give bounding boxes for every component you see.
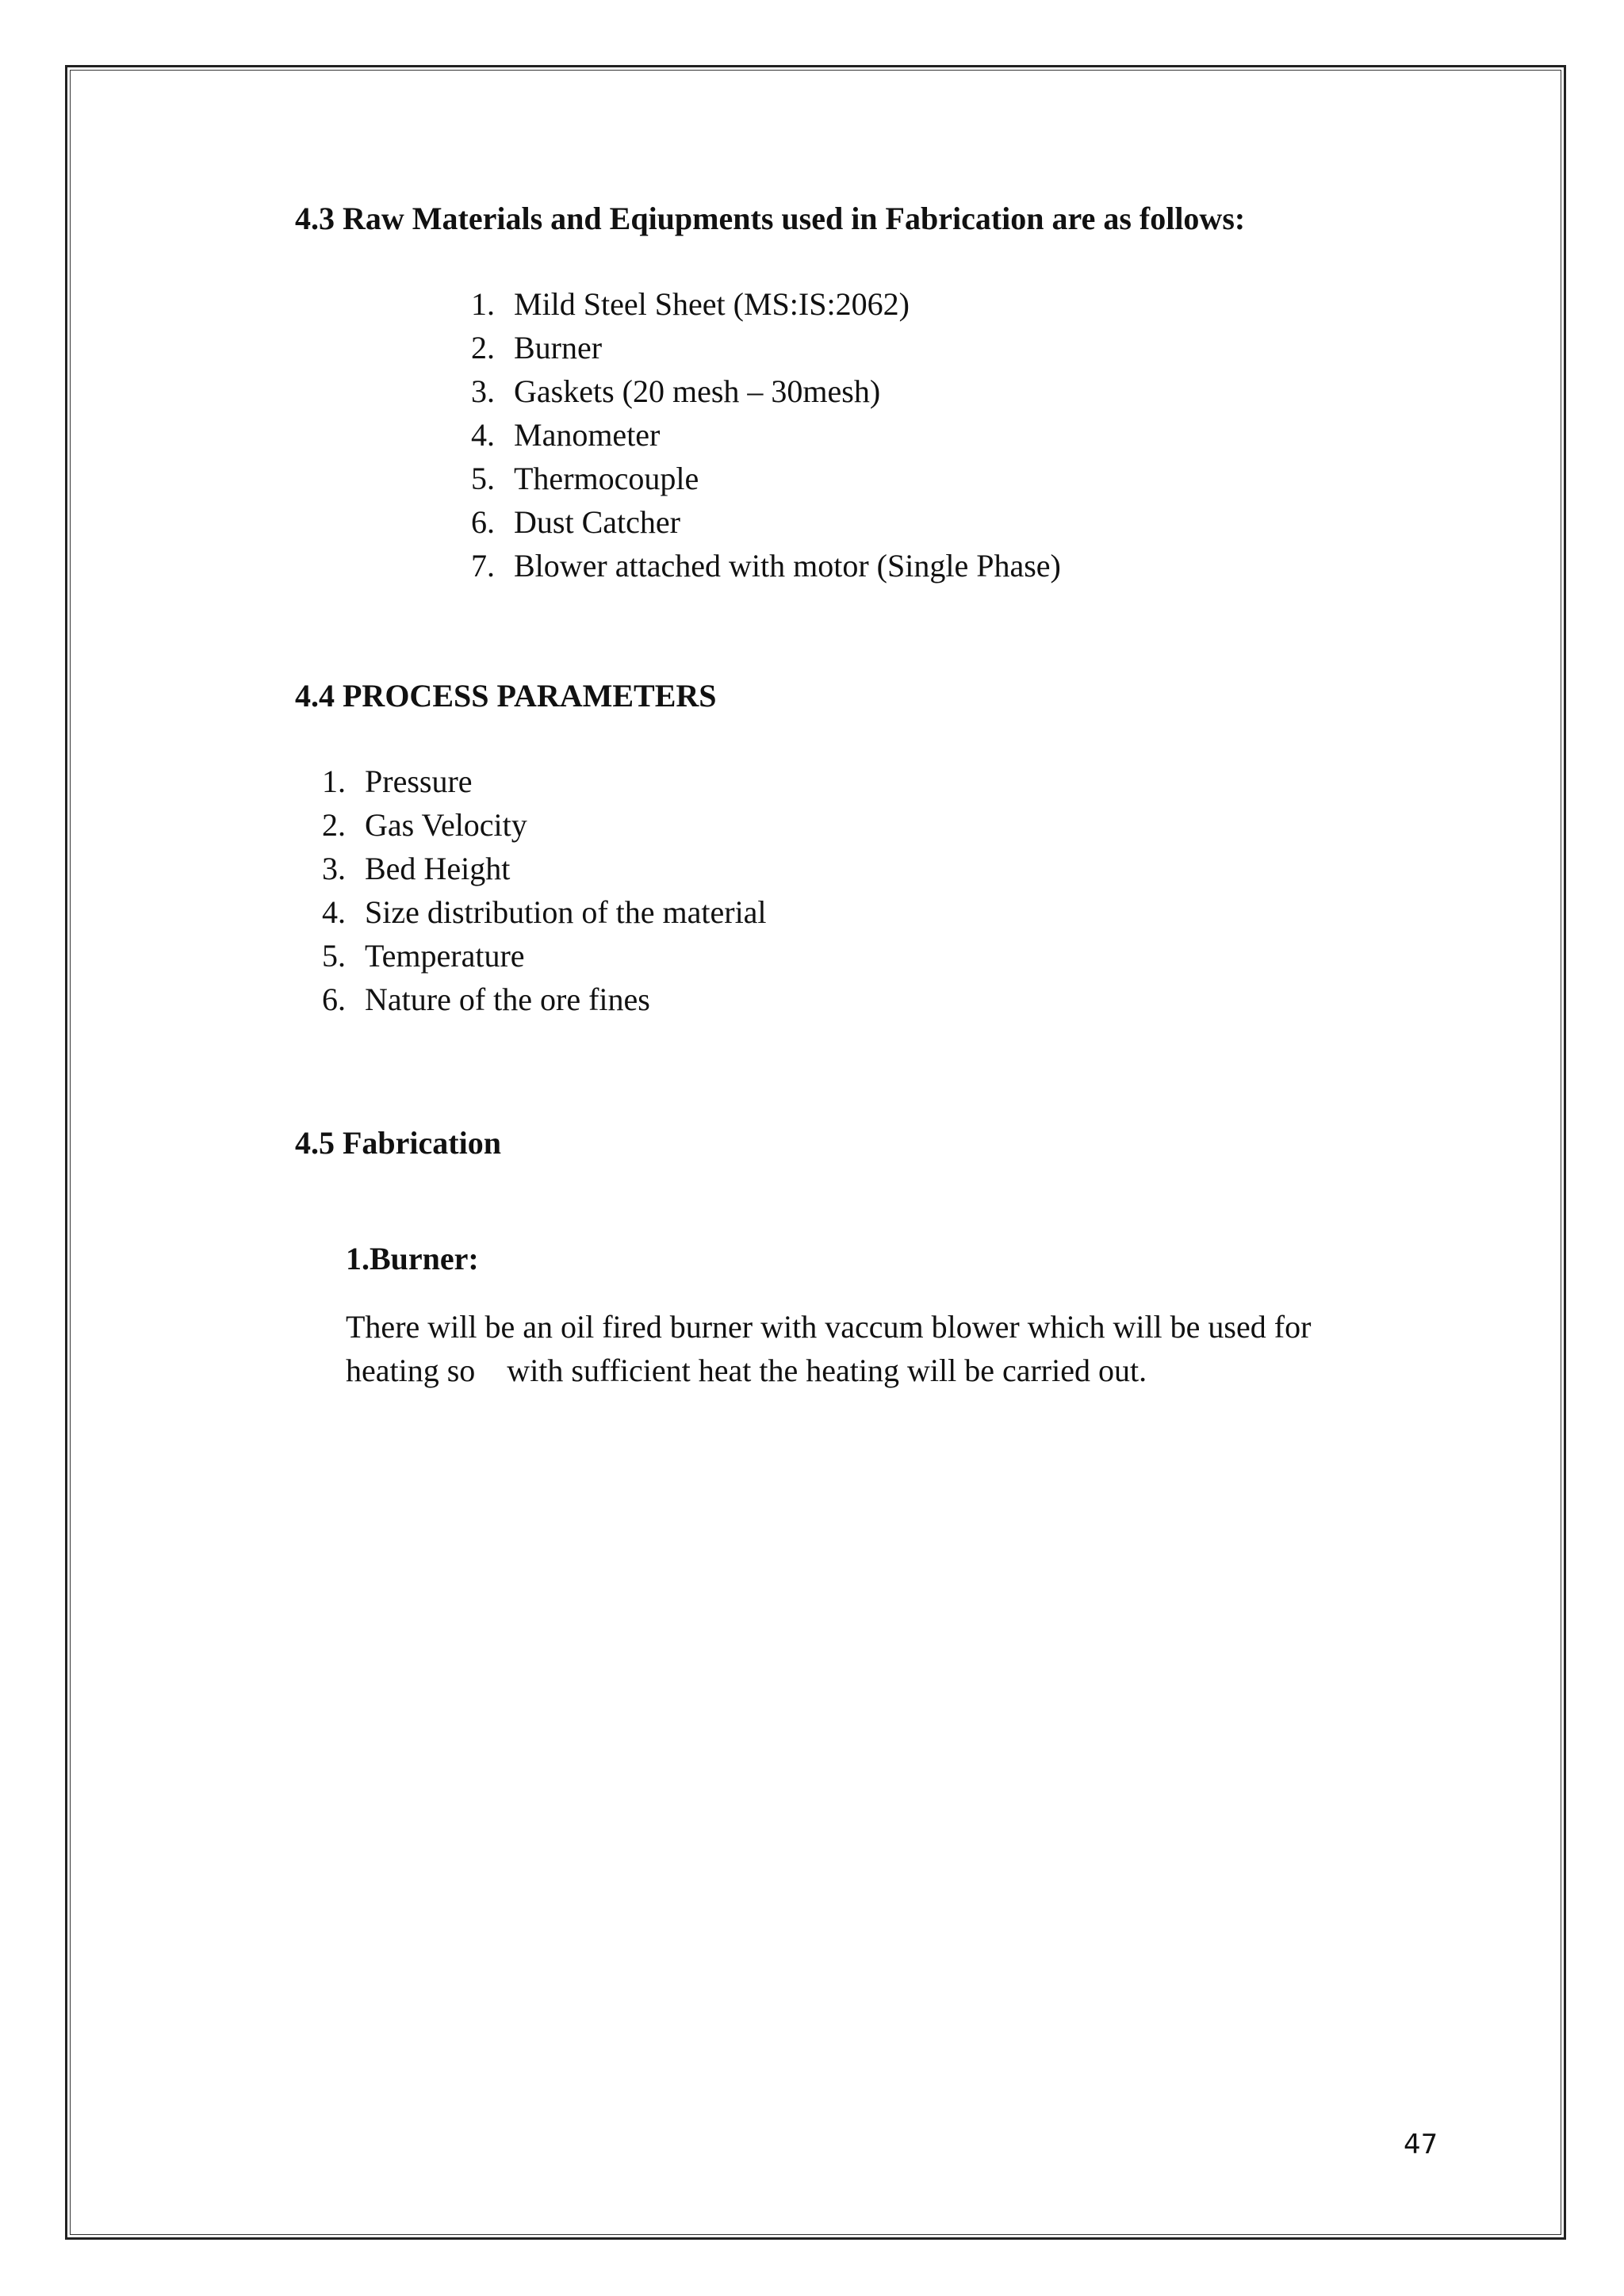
list-item bbox=[297, 847, 767, 890]
list-item-text: Pressure bbox=[365, 763, 473, 799]
section-4-3-heading: 4.3 Raw Materials and Eqiupments used in Fabrication are as follows: bbox=[295, 201, 1246, 236]
paragraph-line: heating so with sufficient heat the heating will be carried out. bbox=[346, 1353, 1147, 1388]
list-item-text: Nature of the ore fines bbox=[365, 982, 650, 1017]
list-item-number: 2. bbox=[471, 330, 495, 365]
list-item bbox=[446, 457, 1061, 500]
list-item-number: 1. bbox=[322, 763, 346, 799]
list-item bbox=[297, 803, 767, 847]
list-item-number: 6. bbox=[471, 504, 495, 540]
raw-materials-list bbox=[446, 282, 1061, 587]
section-4-4-heading: 4.4 PROCESS PARAMETERS bbox=[295, 678, 717, 714]
section-4-5-heading: 4.5 Fabrication bbox=[295, 1125, 501, 1161]
list-item bbox=[446, 369, 1061, 413]
list-item-number: 4. bbox=[322, 894, 346, 930]
list-item-number: 3. bbox=[322, 851, 346, 886]
list-item-number: 1. bbox=[471, 286, 495, 322]
list-item-text: Burner bbox=[514, 330, 603, 365]
list-item-text: Dust Catcher bbox=[514, 504, 680, 540]
list-item-text: Temperature bbox=[365, 938, 525, 974]
list-item bbox=[446, 282, 1061, 326]
list-item-text: Size distribution of the material bbox=[365, 894, 767, 930]
list-item-number: 4. bbox=[471, 417, 495, 453]
list-item-number: 6. bbox=[322, 982, 346, 1017]
list-item-number: 3. bbox=[471, 373, 495, 409]
list-item-number: 7. bbox=[471, 548, 495, 584]
list-item bbox=[297, 890, 767, 934]
paragraph-line: There will be an oil fired burner with vaccum blower which will be used for bbox=[346, 1309, 1312, 1345]
process-parameters-list bbox=[297, 760, 767, 1021]
list-item-number: 5. bbox=[322, 938, 346, 974]
list-item bbox=[446, 500, 1061, 544]
list-item bbox=[446, 544, 1061, 587]
list-item-text: Blower attached with motor (Single Phase) bbox=[514, 548, 1061, 584]
list-item bbox=[297, 760, 767, 803]
list-item-text: Thermocouple bbox=[514, 461, 699, 496]
list-item-text: Manometer bbox=[514, 417, 661, 453]
list-item-number: 2. bbox=[322, 807, 346, 843]
list-item bbox=[446, 413, 1061, 457]
burner-subheading: 1.Burner: bbox=[346, 1241, 479, 1276]
page-number: 47 bbox=[1404, 2129, 1438, 2160]
list-item-text: Gaskets (20 mesh – 30mesh) bbox=[514, 373, 881, 409]
list-item-text: Gas Velocity bbox=[365, 807, 527, 843]
list-item-text: Bed Height bbox=[365, 851, 511, 886]
list-item-number: 5. bbox=[471, 461, 495, 496]
list-item bbox=[446, 326, 1061, 369]
list-item bbox=[297, 934, 767, 978]
list-item bbox=[297, 978, 767, 1021]
list-item-text: Mild Steel Sheet (MS:IS:2062) bbox=[514, 286, 910, 322]
burner-paragraph bbox=[346, 1305, 1311, 1392]
